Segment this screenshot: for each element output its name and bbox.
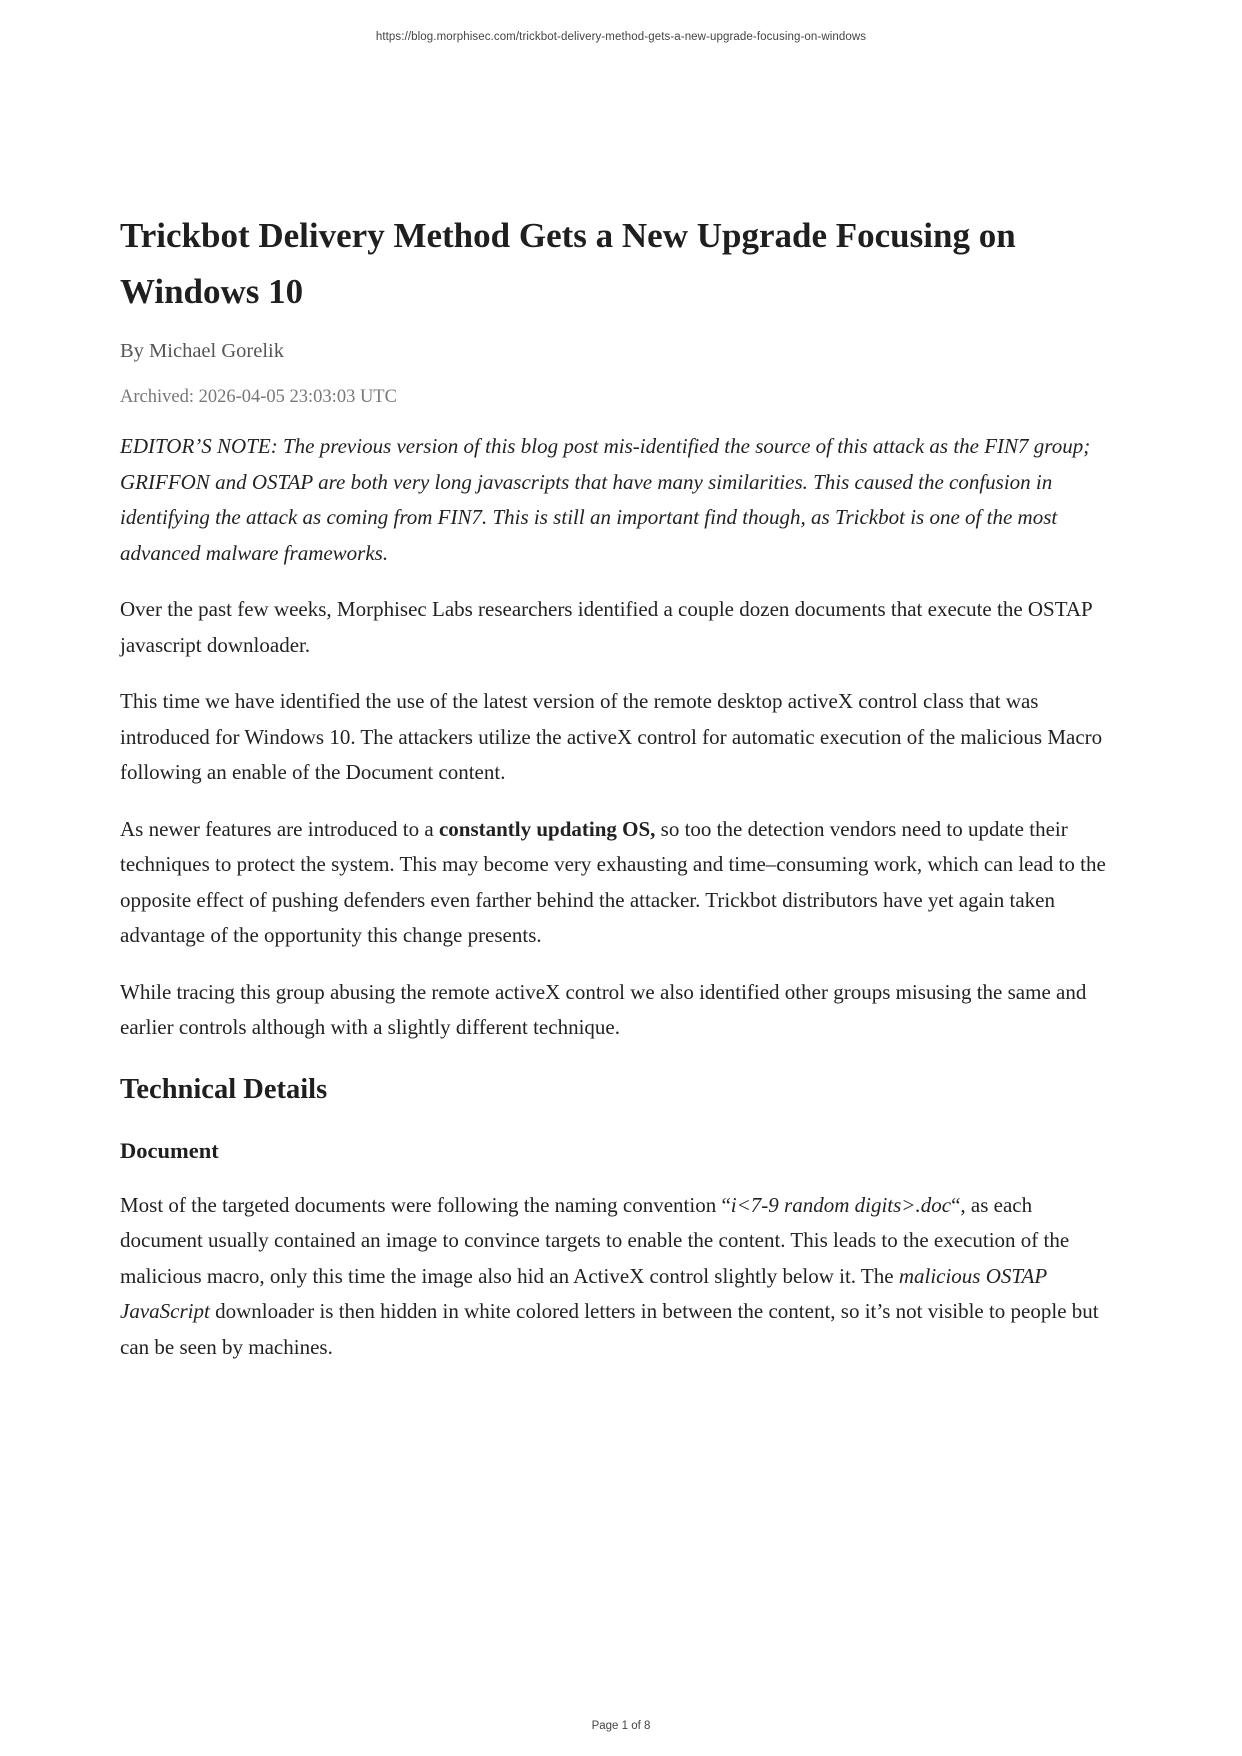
text-run: As newer features are introduced to a (120, 816, 439, 841)
author-byline: By Michael Gorelik (120, 340, 284, 362)
italic-filename-pattern: i<7-9 random digits>.doc (730, 1192, 952, 1217)
page-number: Page 1 of 8 (591, 1720, 651, 1732)
paragraph-intro: Over the past few weeks, Morphisec Labs researchers identified a couple dozen documents that execute the OSTAP javascript downloader. (120, 597, 1092, 657)
section-heading-technical-details: Technical Details (120, 1073, 328, 1105)
sub-heading-document: Document (120, 1137, 219, 1163)
source-url: https://blog.morphisec.com/trickbot-delivery-method-gets-a-new-upgrade-focusing-on-windows (375, 31, 867, 43)
paragraph-document-naming (120, 1188, 1120, 1366)
article-body (120, 208, 1120, 1386)
text-run: so too the detection vendors need to update their techniques to protect the system. This may become very exhausting and time–consuming work, which can lead to the opposite effect of pushing defenders even farther behind the attacker. Trickbot distributors have yet again taken advantage of the opportunity this change presents. (120, 816, 1106, 947)
text-run: “, as each document usually contained an image to convince targets to enable the content. This leads to the execution of the malicious macro, only this time the image also hid an ActiveX control slightly below it. The (120, 1192, 1070, 1288)
bold-phrase: constantly updating OS, (438, 816, 656, 841)
paragraph-os-updates (120, 812, 1120, 954)
editor-note: EDITOR’S NOTE: The previous version of this blog post mis-identified the source of this attack as the FIN7 group; GRIFFON and OSTAP are both very long javascripts that have many similarities. This caused the confusion in identifying the attack as coming from FIN7. This is still an important find though, as Trickbot is one of the most advanced malware frameworks. (120, 434, 1091, 565)
paragraph-other-groups: While tracing this group abusing the remote activeX control we also identified other groups misusing the same and earlier controls although with a slightly different technique. (120, 979, 1087, 1039)
italic-phrase: malicious OSTAP JavaScript (120, 1263, 1047, 1323)
article-title: Trickbot Delivery Method Gets a New Upgrade Focusing on Windows 10 (120, 216, 1016, 311)
paragraph-activex: This time we have identified the use of the latest version of the remote desktop activeX control class that was introduced for Windows 10. The attackers utilize the activeX control for automatic execution of the malicious Macro following an enable of the Document content. (120, 689, 1103, 784)
text-run: downloader is then hidden in white colored letters in between the content, so it’s not visible to people but can be seen by machines. (120, 1299, 1099, 1359)
archived-timestamp: Archived: 2026-04-05 23:03:03 UTC (120, 387, 397, 407)
text-run: Most of the targeted documents were following the naming convention “ (120, 1192, 731, 1217)
